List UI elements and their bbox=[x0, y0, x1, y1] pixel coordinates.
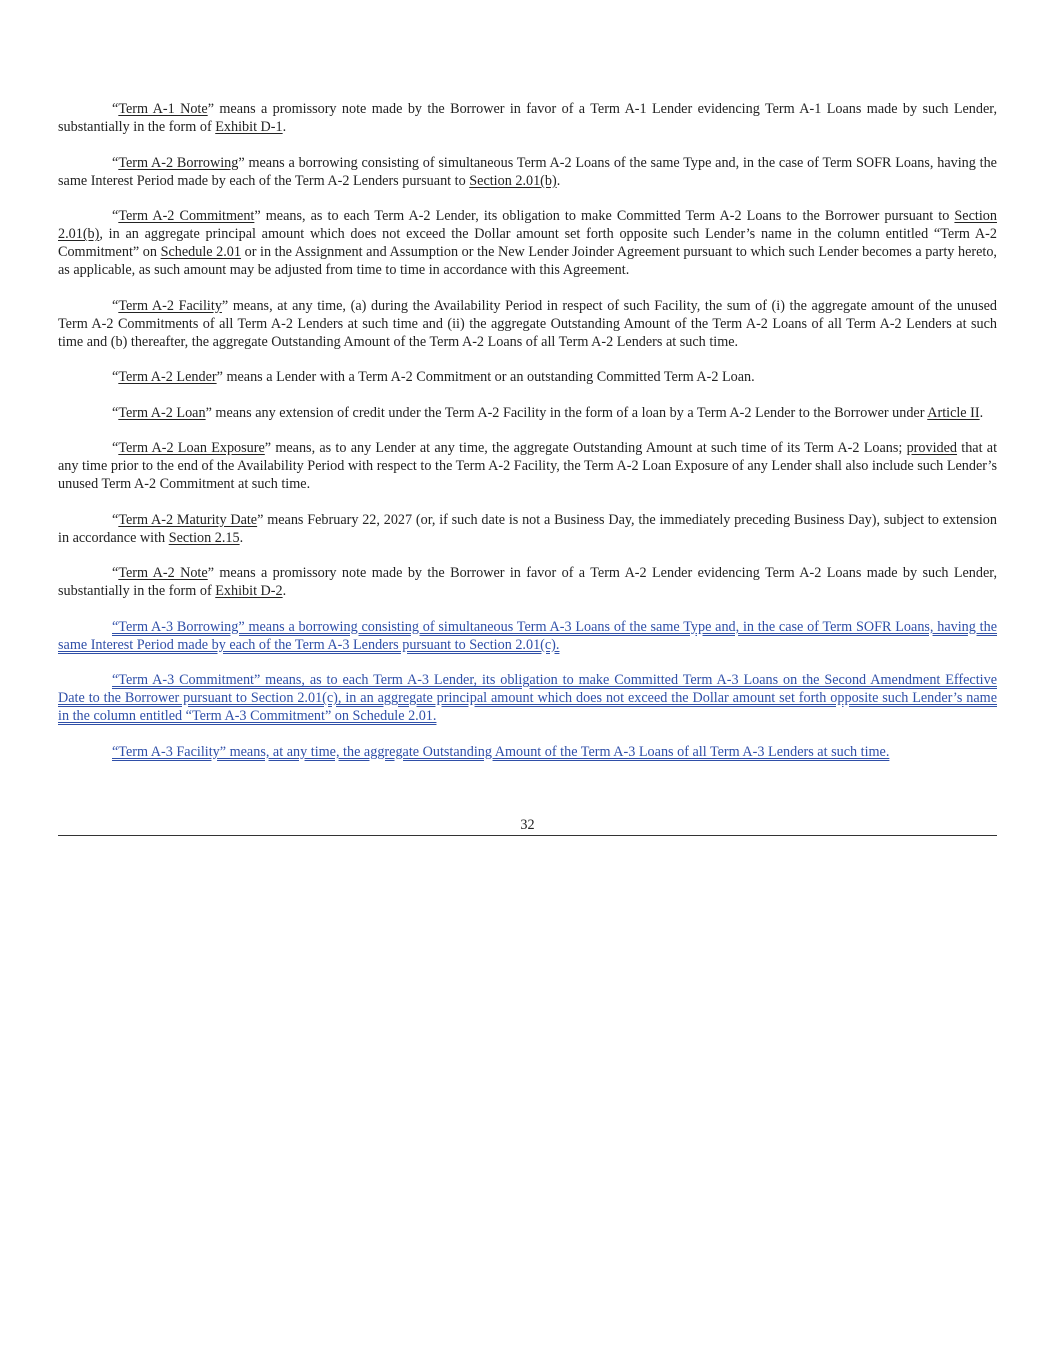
def-term-a3-commitment-inserted bbox=[58, 671, 997, 725]
paragraph-text: “ bbox=[112, 511, 119, 528]
def-term-a3-borrowing-inserted bbox=[58, 618, 997, 654]
defined-term-reference: Schedule 2.01 bbox=[160, 244, 241, 260]
defined-term-reference: Term A-1 Note bbox=[118, 101, 208, 117]
paragraph-text: . bbox=[239, 529, 244, 546]
paragraph-text: , in an aggregate principal amount which does not exceed the Dollar amount set forth opposite such Lender’s name in the column entitled “Term A-2 Commitment” on bbox=[58, 226, 997, 260]
defined-term-reference: Section 2.15 bbox=[168, 529, 240, 546]
defined-term-reference: Term A-2 Loan bbox=[118, 404, 206, 421]
paragraph-text: . bbox=[979, 404, 984, 421]
paragraph-text: . bbox=[556, 172, 561, 189]
def-term-a1-note bbox=[58, 100, 997, 136]
paragraph-text: ” means a borrowing consisting of simultaneous Term A-2 Loans of the same Type and, in the case of Term SOFR Loans, having the same Interest Period made by each of the Term A-2 Lenders pursuant to bbox=[58, 154, 997, 189]
inserted-text: “Term A-3 Facility” means, at any time, the aggregate Outstanding Amount of the Term A-3 Loans of all Term A-3 Lenders at such time. bbox=[112, 743, 890, 760]
defined-term-reference: Exhibit D-2 bbox=[215, 583, 283, 599]
paragraph-text: that at any time prior to the end of the Availability Period with respect to the Term A-2 Facility, the Term A-2 Loan Exposure of any Lender shall also include such Lender’s unused Term A-2 Commitment at such time. bbox=[58, 440, 998, 492]
paragraph-text: ” means February 22, 2027 (or, if such date is not a Business Day, the immediately preceding Business Day), subject to extension in accordance with bbox=[58, 511, 997, 546]
defined-term-reference: Exhibit D-1 bbox=[215, 119, 283, 135]
paragraph-text: ” means a promissory note made by the Borrower in favor of a Term A-1 Lender evidencing Term A-1 Loans made by such Lender, substantially in the form of bbox=[58, 101, 997, 135]
defined-term-reference: Term A-2 Maturity Date bbox=[118, 511, 258, 528]
defined-term-reference: Term A-2 Borrowing bbox=[118, 154, 239, 171]
paragraph-text: ” means a Lender with a Term A-2 Commitment or an outstanding Committed Term A-2 Loan. bbox=[216, 369, 755, 385]
inserted-text: “Term A-3 Borrowing” means a borrowing consisting of simultaneous Term A-3 Loans of the same Type and, in the case of Term SOFR Loans, having the same Interest Period made by each of the Term A-3 Lenders pursuant to Section 2.01(c). bbox=[58, 618, 997, 653]
defined-term-reference: Article II bbox=[927, 404, 980, 421]
paragraph-text: “ bbox=[112, 208, 119, 224]
def-term-a2-facility bbox=[58, 297, 997, 351]
defined-term-reference: Term A-2 Commitment bbox=[118, 208, 255, 224]
footer-rule bbox=[58, 835, 997, 836]
paragraph-text: “ bbox=[112, 101, 119, 117]
paragraph-text: . bbox=[282, 583, 287, 599]
defined-term-reference: Term A-2 Note bbox=[118, 565, 208, 581]
defined-term-reference: Section 2.01(b) bbox=[469, 172, 557, 189]
defined-term-reference: Term A-2 Facility bbox=[118, 297, 222, 314]
paragraph-text: “ bbox=[112, 404, 119, 421]
paragraph-text: ” means a promissory note made by the Borrower in favor of a Term A-2 Lender evidencing Term A-2 Loans made by such Lender, substantially in the form of bbox=[58, 565, 997, 599]
def-term-a2-loan bbox=[58, 404, 997, 422]
paragraph-text: . bbox=[282, 119, 287, 135]
paragraph-text: or in the Assignment and Assumption or the New Lender Joinder Agreement pursuant to which such Lender becomes a party hereto, as applicable, as such amount may be adjusted from time to time in accordance with this Agreement. bbox=[58, 244, 997, 278]
defined-term-reference: Term A-2 Loan Exposure bbox=[118, 440, 265, 456]
defined-term-reference: Section 2.01(b) bbox=[58, 208, 997, 242]
def-term-a3-facility-inserted bbox=[58, 743, 997, 761]
paragraph-text: “ bbox=[112, 154, 119, 171]
def-term-a2-lender bbox=[58, 368, 997, 386]
paragraph-text: ” means, as to each Term A-2 Lender, its obligation to make Committed Term A-2 Loans to the Borrower pursuant to bbox=[254, 208, 955, 224]
paragraph-text: “ bbox=[112, 440, 119, 456]
paragraph-text: ” means any extension of credit under the Term A-2 Facility in the form of a loan by a Term A-2 Lender to the Borrower under bbox=[205, 404, 928, 421]
def-term-a2-commitment bbox=[58, 207, 997, 279]
paragraph-text: ” means, at any time, (a) during the Availability Period in respect of such Facility, the sum of (i) the aggregate amount of the unused Term A-2 Commitments of all Term A-2 Lenders at such time and (ii) the aggregate Outstanding Amount of the Term A-2 Loans of all Term A-2 Lenders at such time and (b) thereafter, the aggregate Outstanding Amount of the Term A-2 Loans of all Term A-2 Lenders at such time. bbox=[58, 297, 998, 350]
paragraph-text: ” means, as to any Lender at any time, the aggregate Outstanding Amount at such time of its Term A-2 Loans; bbox=[264, 440, 907, 456]
def-term-a2-loan-exposure bbox=[58, 439, 997, 493]
paragraph-text: “ bbox=[112, 565, 119, 581]
paragraph-text: “ bbox=[112, 369, 119, 385]
defined-term-reference: Term A-2 Lender bbox=[118, 369, 217, 385]
defined-term-reference: provided bbox=[906, 440, 958, 456]
page-number: 32 bbox=[520, 817, 535, 833]
def-term-a2-note bbox=[58, 564, 997, 600]
paragraph-text: “ bbox=[112, 297, 119, 314]
def-term-a2-maturity-date bbox=[58, 511, 997, 547]
def-term-a2-borrowing bbox=[58, 154, 997, 190]
document-body bbox=[58, 100, 997, 778]
inserted-text: “Term A-3 Commitment” means, as to each Term A-3 Lender, its obligation to make Committed Term A-3 Loans on the Second Amendment Effective Date to the Borrower pursuant to Section 2.01(c), in an aggregate principal amount which does not exceed the Dollar amount set forth opposite such Lender’s name in the column entitled “Term A-3 Commitment” on Schedule 2.01. bbox=[58, 672, 997, 724]
